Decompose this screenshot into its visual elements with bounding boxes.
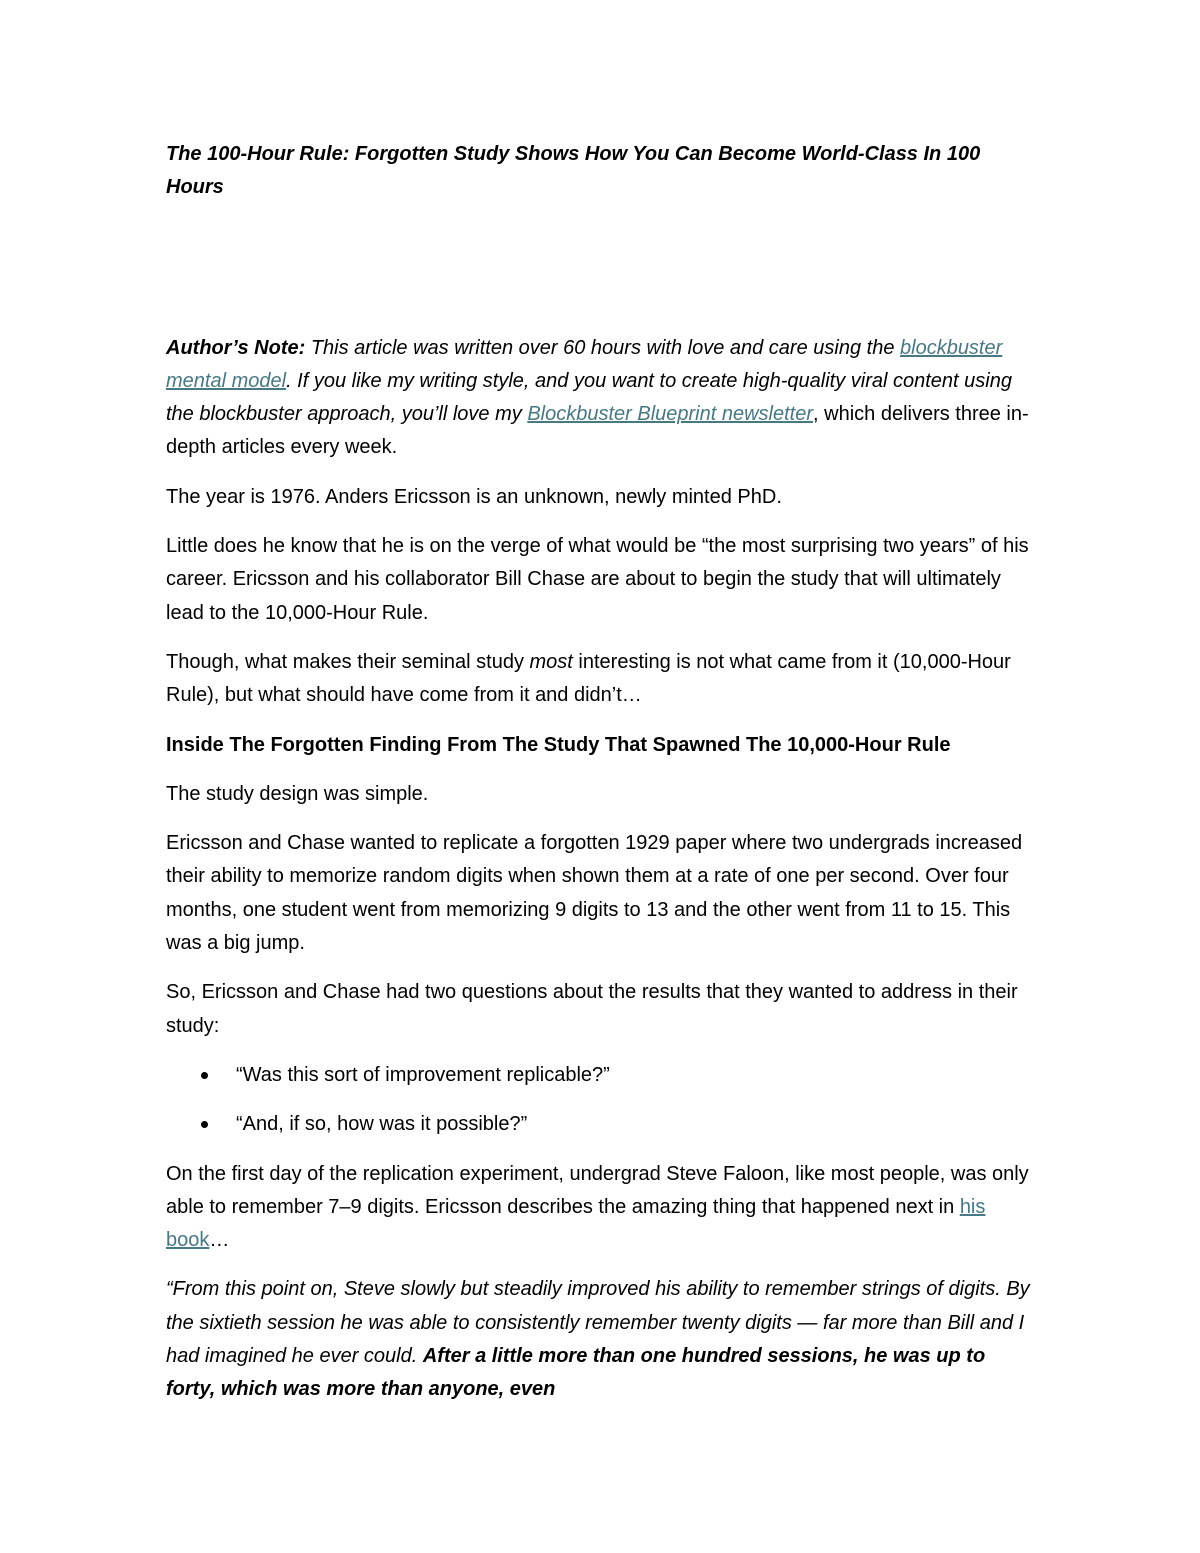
list-item-text: “Was this sort of improvement replicable?”: [236, 1063, 610, 1086]
quote-bold-text: After a little more than one hundred sessions, he was up to forty, which was more than anyone, even: [166, 1345, 986, 1401]
paragraph-1: The year is 1976. Anders Ericsson is an unknown, newly minted PhD.: [166, 485, 782, 508]
author-note-text-2: . If you like my writing style, and you want to create high-quality viral content using the blockbuster approach, you’ll love my: [166, 369, 1012, 426]
author-note-text-1: This article was written over 60 hours with love and care using the: [305, 336, 900, 359]
paragraph-3-part-b: interesting is not what came from it (10,000-Hour Rule), but what should have come from it and didn’t…: [166, 650, 1011, 707]
paragraph-6: So, Ericsson and Chase had two questions about the results that they wanted to address in their study:: [166, 981, 1018, 1037]
document-page: [166, 138, 1036, 1423]
section-heading: Inside The Forgotten Finding From The Study That Spawned The 10,000-Hour Rule: [166, 733, 951, 756]
quote-text: “From this point on, Steve slowly but steadily improved his ability to remember strings of digits. By the sixtieth session he was able to consistently remember twenty digits — far more than Bill and I had imagined he ever could.: [166, 1278, 1030, 1368]
paragraph-4: The study design was simple.: [166, 782, 429, 805]
list-item: [166, 1059, 1036, 1092]
blockbuster-blueprint-newsletter-link[interactable]: Blockbuster Blueprint newsletter: [527, 403, 814, 426]
bullet-icon: [201, 1072, 208, 1079]
title-spacer: [166, 205, 1036, 332]
paragraph-7-part-a: On the first day of the replication experiment, undergrad Steve Faloon, like most people, was only able to remember 7–9 digits. Ericsson describes the amazing thing that happened next in: [166, 1162, 1029, 1218]
author-note-text-3: , which delivers three in-depth articles every week.: [166, 403, 1029, 459]
paragraph-3: [166, 646, 1036, 713]
paragraph-3-emphasis: most: [529, 650, 573, 673]
author-note: [166, 332, 1036, 465]
blockbuster-mental-model-link[interactable]: blockbuster mental model: [166, 336, 1003, 392]
list-item-text: “And, if so, how was it possible?”: [236, 1113, 528, 1136]
paragraph-7-part-b: …: [209, 1229, 230, 1252]
article-title: The 100-Hour Rule: Forgotten Study Shows How You Can Become World-Class In 100 Hours: [166, 143, 981, 199]
paragraph-5: Ericsson and Chase wanted to replicate a forgotten 1929 paper where two undergrads increased their ability to memorize random digits when shown them at a rate of one per second. Over four months, one student went from memorizing 9 digits to 13 and the other went from 11 to 15. This was a big jump.: [166, 832, 1023, 955]
author-note-label: Author’s Note:: [166, 336, 306, 359]
list-item: [166, 1108, 1036, 1141]
block-quote: [166, 1273, 1036, 1406]
bullet-icon: [201, 1121, 208, 1128]
his-book-link[interactable]: his book: [166, 1195, 986, 1252]
question-list: [166, 1059, 1036, 1142]
paragraph-3-part-a: Though, what makes their seminal study: [166, 650, 530, 673]
paragraph-7: [166, 1158, 1036, 1258]
paragraph-2: Little does he know that he is on the verge of what would be “the most surprising two years” of his career. Ericsson and his collaborator Bill Chase are about to begin the study that will ultimately lead to the 10,000-Hour Rule.: [166, 535, 1029, 624]
